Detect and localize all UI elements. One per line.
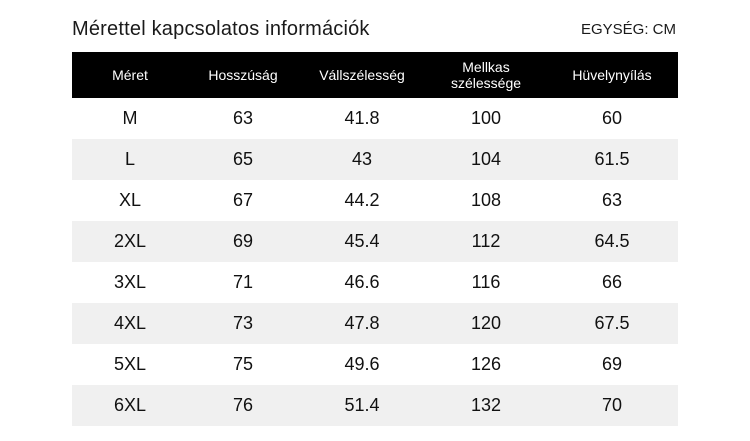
- cell-sleeve-opening: 64.5: [546, 221, 678, 262]
- cell-chest: 126: [426, 344, 546, 385]
- column-header-sleeve-opening-label: Hüvelynyílás: [572, 66, 652, 83]
- cell-sleeve-opening: 61.5: [546, 139, 678, 180]
- cell-sleeve-opening: 60: [546, 98, 678, 139]
- cell-size: 4XL: [72, 303, 188, 344]
- cell-chest: 116: [426, 262, 546, 303]
- cell-size: M: [72, 98, 188, 139]
- table-row: [72, 98, 678, 139]
- cell-size: 2XL: [72, 221, 188, 262]
- table-header: [72, 52, 678, 98]
- size-table-container: [72, 52, 678, 426]
- cell-size: L: [72, 139, 188, 180]
- table-row: [72, 180, 678, 221]
- column-header-shoulder-label: Vállszélesség: [319, 66, 405, 83]
- cell-shoulder: 51.4: [298, 385, 426, 426]
- page-title: Mérettel kapcsolatos információk: [72, 17, 370, 40]
- cell-shoulder: 47.8: [298, 303, 426, 344]
- table-row: [72, 262, 678, 303]
- cell-sleeve-opening: 66: [546, 262, 678, 303]
- cell-size: XL: [72, 180, 188, 221]
- cell-shoulder: 49.6: [298, 344, 426, 385]
- header: [0, 12, 750, 46]
- cell-size: 6XL: [72, 385, 188, 426]
- cell-sleeve-opening: 70: [546, 385, 678, 426]
- cell-length: 73: [188, 303, 298, 344]
- table-row: [72, 221, 678, 262]
- column-header-chest-label: Mellkas szélessége: [450, 58, 522, 91]
- column-header-size-label: Méret: [112, 66, 148, 83]
- column-header-chest: [426, 52, 546, 98]
- cell-shoulder: 44.2: [298, 180, 426, 221]
- cell-sleeve-opening: 69: [546, 344, 678, 385]
- cell-chest: 104: [426, 139, 546, 180]
- table-row: [72, 303, 678, 344]
- column-header-length: [188, 52, 298, 98]
- cell-chest: 120: [426, 303, 546, 344]
- cell-chest: 132: [426, 385, 546, 426]
- cell-shoulder: 43: [298, 139, 426, 180]
- cell-length: 69: [188, 221, 298, 262]
- table-row: [72, 385, 678, 426]
- cell-length: 76: [188, 385, 298, 426]
- cell-length: 65: [188, 139, 298, 180]
- cell-shoulder: 46.6: [298, 262, 426, 303]
- column-header-shoulder: [298, 52, 426, 98]
- unit-note: EGYSÉG: CM: [580, 20, 676, 38]
- cell-size: 5XL: [72, 344, 188, 385]
- table-row: [72, 139, 678, 180]
- column-header-size: [72, 52, 188, 98]
- cell-chest: 112: [426, 221, 546, 262]
- cell-chest: 108: [426, 180, 546, 221]
- column-header-length-label: Hosszúság: [208, 66, 278, 83]
- table-header-row: [72, 52, 678, 98]
- cell-size: 3XL: [72, 262, 188, 303]
- cell-length: 67: [188, 180, 298, 221]
- cell-shoulder: 41.8: [298, 98, 426, 139]
- cell-length: 63: [188, 98, 298, 139]
- cell-sleeve-opening: 67.5: [546, 303, 678, 344]
- cell-chest: 100: [426, 98, 546, 139]
- cell-length: 75: [188, 344, 298, 385]
- cell-sleeve-opening: 63: [546, 180, 678, 221]
- size-table: [72, 52, 678, 426]
- cell-shoulder: 45.4: [298, 221, 426, 262]
- column-header-sleeve-opening: [546, 52, 678, 98]
- table-body: [72, 98, 678, 426]
- cell-length: 71: [188, 262, 298, 303]
- table-row: [72, 344, 678, 385]
